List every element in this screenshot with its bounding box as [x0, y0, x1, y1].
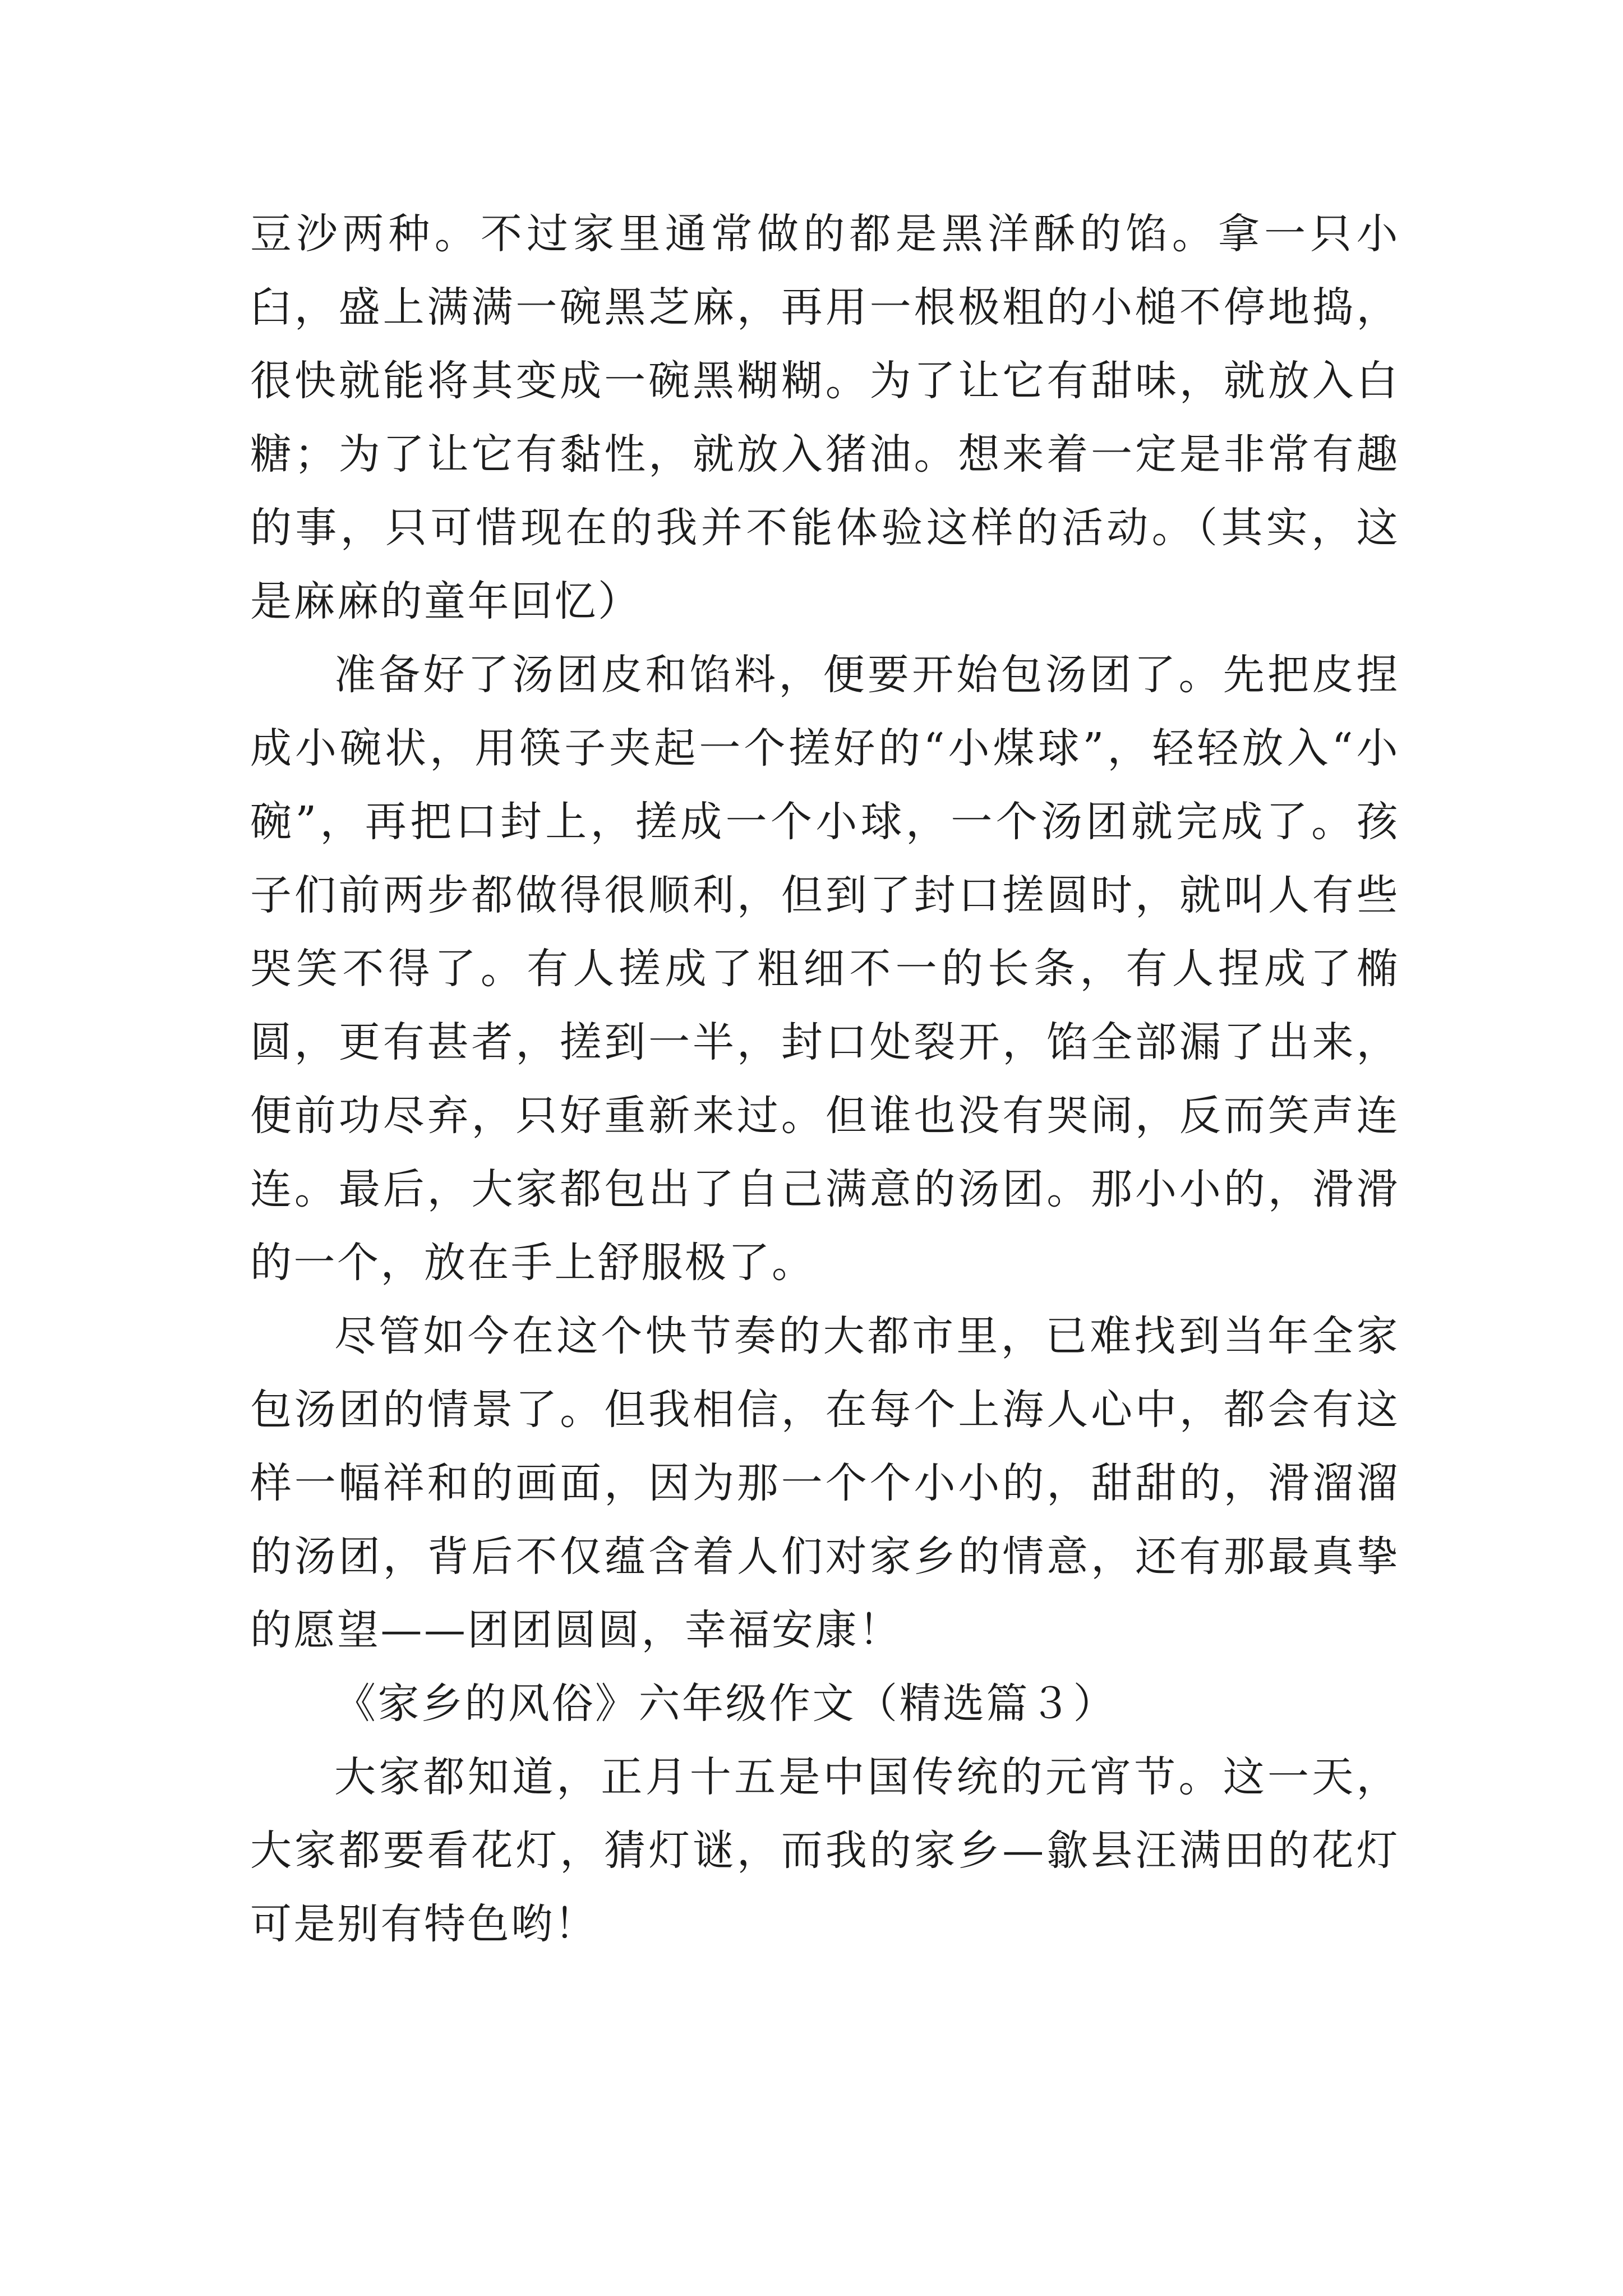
paragraph-lantern-festival: 大家都知道，正月十五是中国传统的元宵节。这一天，大家都要看花灯，猜灯谜，而我的家乡—歙县汪满田的花灯可是别有特色哟！ — [250, 1753, 1400, 1948]
paragraph-continued: 豆沙两种。不过家里通常做的都是黑洋酥的馅。拿一只小臼，盛上满满一碗黑芝麻，再用一根极粗的小槌不停地捣，很快就能将其变成一碗黑糊糊。为了让它有甜味，就放入白糖；为了让它有黏性，就放入猪油。想来着一定是非常有趣的事，只可惜现在的我并不能体验这样的活动。（其实，这是麻麻的童年回忆） — [250, 210, 1400, 625]
section-heading: 《家乡的风俗》六年级作文（精选篇３） — [334, 1680, 1117, 1728]
document-body — [250, 197, 1400, 1961]
paragraph-conclusion: 尽管如今在这个快节奏的大都市里，已难找到当年全家包汤团的情景了。但我相信，在每个上海人心中，都会有这样一幅祥和的画面，因为那一个个小小的，甜甜的，滑溜溜的汤团，背后不仅蕴含着人们对家乡的情意，还有那最真挚的愿望——团团圆圆，幸福安康！ — [250, 1312, 1400, 1654]
paragraph-wrapping-tangyuan: 准备好了汤团皮和馅料，便要开始包汤团了。先把皮捏成小碗状，用筷子夹起一个搓好的“小煤球”，轻轻放入“小碗”，再把口封上，搓成一个小球，一个汤团就完成了。孩子们前两步都做得很顺利，但到了封口搓圆时，就叫人有些哭笑不得了。有人搓成了粗细不一的长条，有人捏成了椭圆，更有甚者，搓到一半，封口处裂开，馅全部漏了出来，便前功尽弃，只好重新来过。但谁也没有哭闹，反而笑声连连。最后，大家都包出了自己满意的汤团。那小小的，滑滑的一个，放在手上舒服极了。 — [250, 651, 1400, 1287]
